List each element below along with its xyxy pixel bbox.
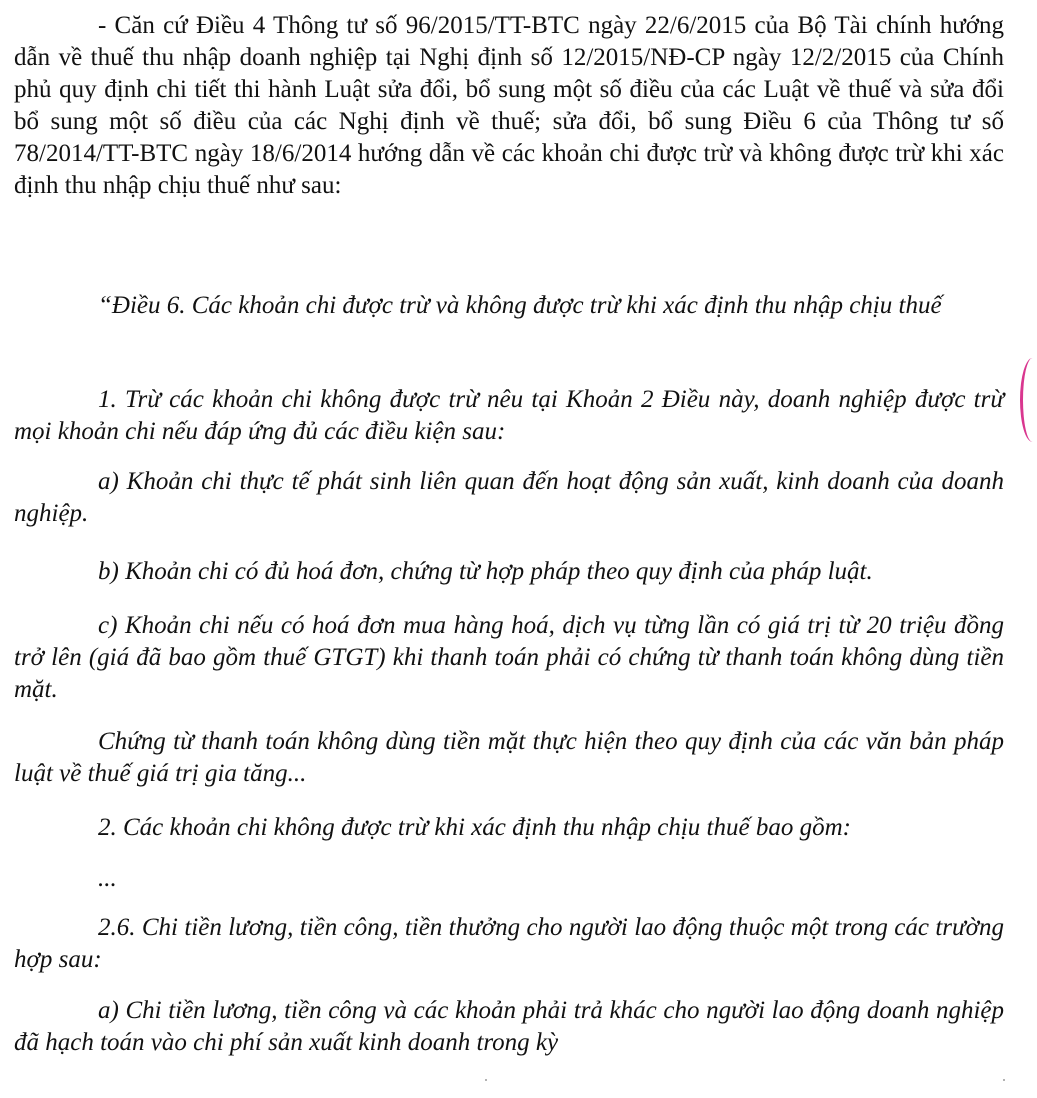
ellipsis-line: ...	[98, 865, 117, 892]
clause-1b-paragraph: b) Khoản chi có đủ hoá đơn, chứng từ hợp pháp theo quy định của pháp luật.	[98, 558, 873, 585]
article-6-heading: “Điều 6. Các khoản chi được trừ và không được trừ khi xác định thu nhập chịu thuế	[98, 292, 942, 319]
intro-paragraph: - Căn cứ Điều 4 Thông tư số 96/2015/TT-BTC ngày 22/6/2015 của Bộ Tài chính hướng dẫn về thuế thu nhập doanh nghiệp tại Nghị định số 12/2015/NĐ-CP ngày 12/2/2015 của Chính phủ quy định chi tiết thi hành Luật sửa đổi, bổ sung một số điều của các Luật về thuế và sửa đổi bổ sung một số điều của các Nghị định về thuế; sửa đổi, bổ sung Điều 6 của Thông tư số 78/2014/TT-BTC ngày 18/6/2014 hướng dẫn về các khoản chi được trừ và không được trừ khi xác định thu nhập chịu thuế như sau:	[14, 12, 1004, 199]
margin-stamp-arc	[1020, 358, 1037, 442]
clause-2-6-paragraph: 2.6. Chi tiền lương, tiền công, tiền thưởng cho người lao động thuộc một trong các trường hợp sau:	[14, 914, 1004, 973]
scan-speck	[1003, 1079, 1005, 1081]
clause-2-6a-paragraph: a) Chi tiền lương, tiền công và các khoản phải trả khác cho người lao động doanh nghiệp đã hạch toán vào chi phí sản xuất kinh doanh trong kỳ	[14, 997, 1004, 1056]
clause-2-paragraph: 2. Các khoản chi không được trừ khi xác định thu nhập chịu thuế bao gồm:	[98, 814, 851, 841]
scan-speck	[485, 1079, 487, 1081]
clause-1-paragraph: 1. Trừ các khoản chi không được trừ nêu tại Khoản 2 Điều này, doanh nghiệp được trừ mọi khoản chi nếu đáp ứng đủ các điều kiện sau:	[14, 386, 1004, 445]
non-cash-voucher-paragraph: Chứng từ thanh toán không dùng tiền mặt thực hiện theo quy định của các văn bản pháp luật về thuế giá trị gia tăng...	[14, 728, 1004, 787]
clause-1a-paragraph: a) Khoản chi thực tế phát sinh liên quan đến hoạt động sản xuất, kinh doanh của doanh nghiệp.	[14, 468, 1004, 527]
clause-1c-paragraph: c) Khoản chi nếu có hoá đơn mua hàng hoá, dịch vụ từng lần có giá trị từ 20 triệu đồng trở lên (giá đã bao gồm thuế GTGT) khi thanh toán phải có chứng từ thanh toán không dùng tiền mặt.	[14, 612, 1004, 703]
